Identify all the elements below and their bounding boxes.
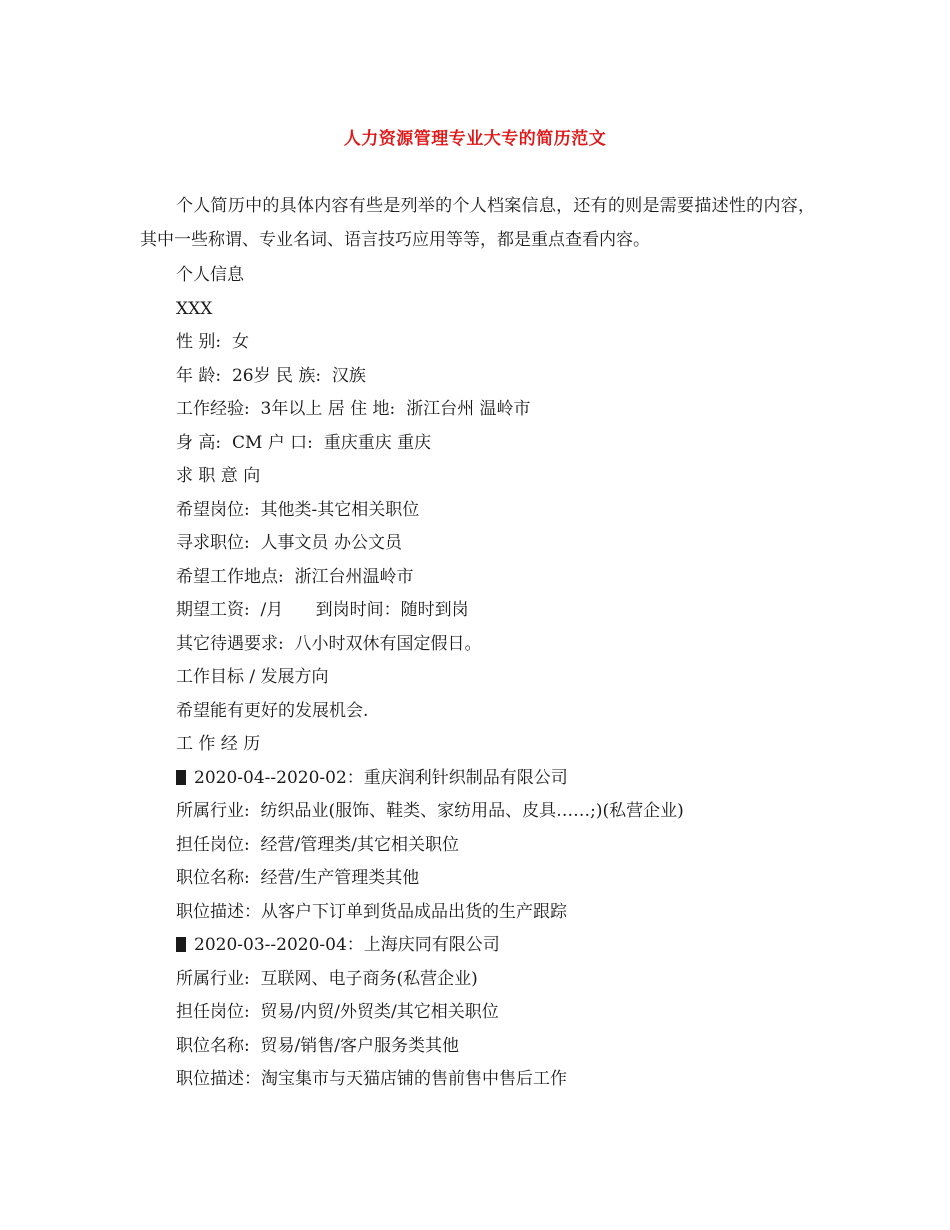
job-entry-2-description: 职位描述：淘宝集市与天猫店铺的售前售中售后工作 bbox=[176, 1069, 567, 1089]
experience-residence-line: 工作经验: 3年以上 居 住 地: 浙江台州 温岭市 bbox=[176, 399, 531, 419]
job-entry-1-period-company: 2020-04--2020-02：重庆润利针织制品有限公司 bbox=[194, 767, 568, 788]
age-ethnicity-line: 年 龄: 26岁 民 族: 汉族 bbox=[176, 365, 366, 386]
job-entry-2-role: 担任岗位: 贸易/内贸/外贸类/其它相关职位 bbox=[176, 1002, 499, 1022]
intro-paragraph: 个人简历中的具体内容有些是列举的个人档案信息，还有的则是需要描述性的内容，其中一些称谓、专业名词、语言技巧应用等等，都是重点查看内容。 bbox=[140, 196, 815, 250]
bullet-marker-icon bbox=[176, 937, 186, 952]
job-entry-1-industry: 所属行业: 纺织品业(服饰、鞋类、家纺用品、皮具……;)(私营企业) bbox=[176, 801, 684, 821]
desired-position-line: 希望岗位: 其他类-其它相关职位 bbox=[176, 499, 420, 520]
goals-line: 希望能有更好的发展机会. bbox=[176, 700, 369, 721]
job-entry-2-period-company: 2020-03--2020-04：上海庆同有限公司 bbox=[194, 935, 500, 955]
gender-line: 性 别: 女 bbox=[176, 332, 249, 352]
salary-availability-line: 期望工资: /月 到岗时间：随时到岗 bbox=[176, 600, 469, 620]
other-benefits-line: 其它待遇要求: 八小时双休有国定假日。 bbox=[176, 633, 482, 654]
document-title: 人力资源管理专业大专的简历范文 bbox=[343, 129, 607, 149]
desired-location-line: 希望工作地点: 浙江台州温岭市 bbox=[176, 566, 414, 587]
section-heading-work-history: 工 作 经 历 bbox=[176, 734, 261, 754]
bullet-marker-icon bbox=[176, 770, 186, 785]
resume-body bbox=[176, 259, 826, 1097]
job-entry-2-header bbox=[176, 929, 826, 963]
job-entry-1-description: 职位描述：从客户下订单到货品成品出货的生产跟踪 bbox=[176, 901, 567, 922]
name-line: XXX bbox=[176, 298, 213, 319]
height-hukou-line: 身 高: CM 户 口: 重庆重庆 重庆 bbox=[176, 432, 432, 453]
job-entry-2-title: 职位名称: 贸易/销售/客户服务类其他 bbox=[176, 1035, 459, 1056]
section-heading-personal-info: 个人信息 bbox=[176, 265, 244, 285]
sought-position-line: 寻求职位: 人事文员 办公文员 bbox=[176, 533, 402, 553]
job-entry-1-header bbox=[176, 762, 826, 796]
section-heading-job-intent: 求 职 意 向 bbox=[176, 466, 261, 486]
job-entry-1-title: 职位名称: 经营/生产管理类其他 bbox=[176, 868, 420, 888]
job-entry-1-role: 担任岗位: 经营/管理类/其它相关职位 bbox=[176, 834, 459, 855]
section-heading-goals: 工作目标 / 发展方向 bbox=[176, 667, 329, 687]
job-entry-2-industry: 所属行业: 互联网、电子商务(私营企业) bbox=[176, 968, 478, 989]
